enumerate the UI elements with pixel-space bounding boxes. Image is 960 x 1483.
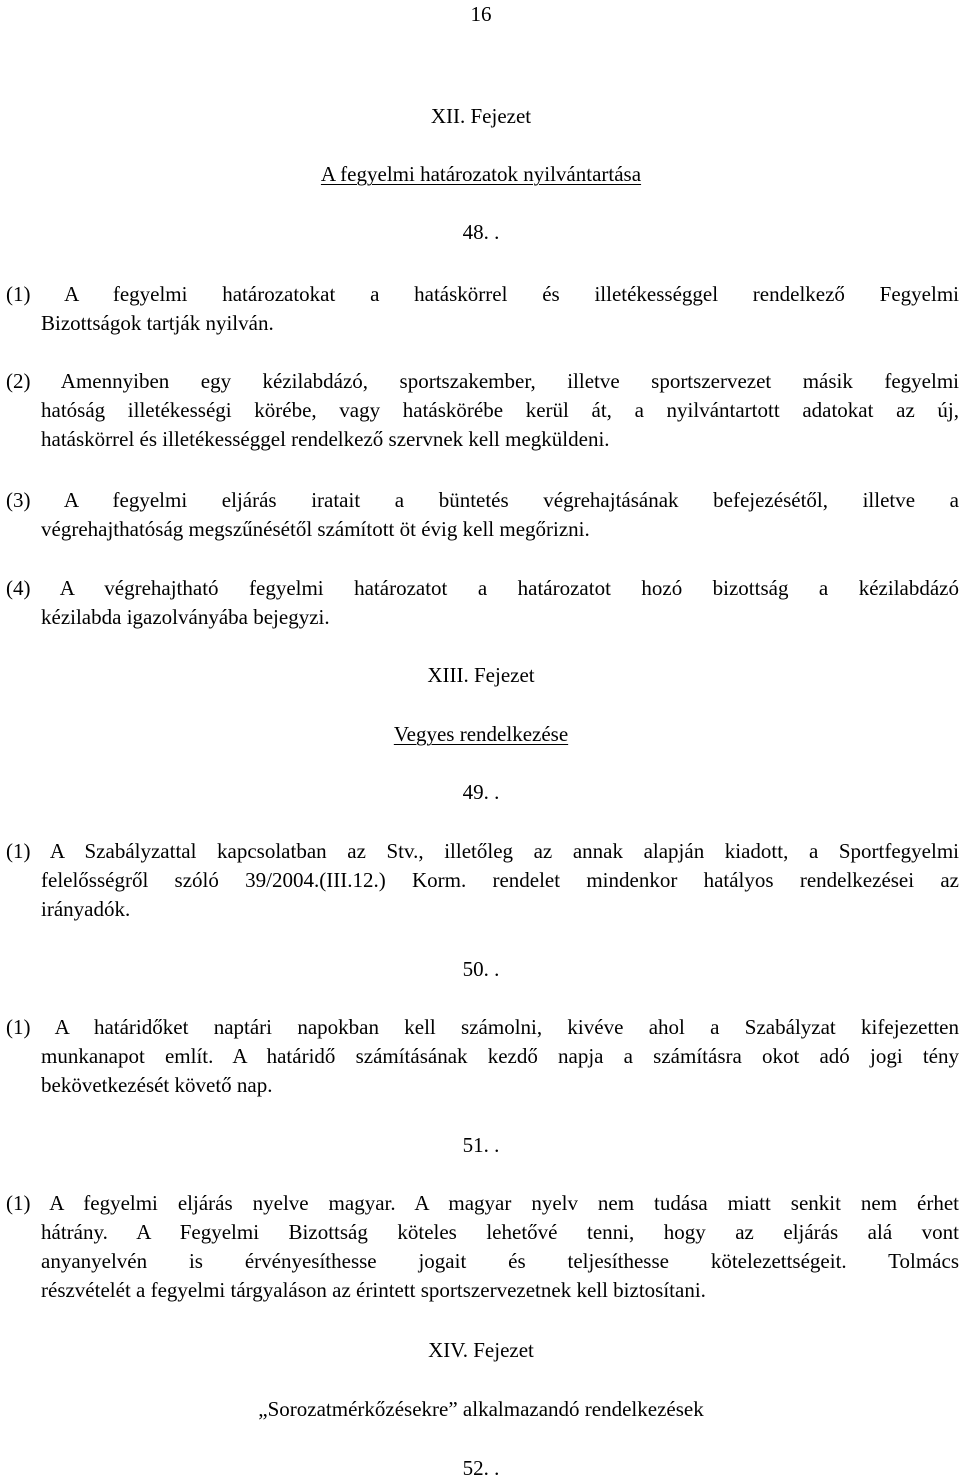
section-48-paragraph-1 bbox=[6, 280, 959, 338]
chapter-12-title: A fegyelmi határozatok nyilvántartása bbox=[320, 162, 642, 186]
chapter-13-heading: XIII. Fejezet bbox=[427, 663, 535, 687]
section-50-paragraph-1 bbox=[6, 1013, 959, 1100]
paragraph-line: (2) Amennyiben egy kézilabdázó, sportszakember, illetve sportszervezet másik fegyelmi bbox=[6, 369, 959, 393]
section-48-paragraph-4 bbox=[6, 574, 959, 632]
paragraph-line: (3) A fegyelmi eljárás iratait a büntetés végrehajtásának befejezésétől, illetve a bbox=[6, 488, 959, 512]
section-49-paragraph-1 bbox=[6, 837, 959, 924]
paragraph-line: hatóság illetékességi körébe, vagy hatáskörébe kerül át, a nyilvántartott adatokat az új, bbox=[41, 398, 959, 422]
section-51-number: 51. . bbox=[462, 1133, 500, 1157]
chapter-12-heading: XII. Fejezet bbox=[430, 104, 532, 128]
chapter-14-heading: XIV. Fejezet bbox=[428, 1338, 534, 1362]
paragraph-line: részvételét a fegyelmi tárgyaláson az érintett sportszervezetnek kell biztosítani. bbox=[41, 1278, 706, 1302]
paragraph-line: végrehajthatóság megszűnésétől számított öt évig kell megőrizni. bbox=[41, 517, 590, 541]
section-48-paragraph-3 bbox=[6, 486, 959, 544]
page-number: 16 bbox=[470, 2, 492, 26]
chapter-14-title: „Sorozatmérkőzésekre” alkalmazandó rendelkezések bbox=[258, 1397, 704, 1421]
paragraph-line: hatáskörrel és illetékességgel rendelkező szervnek kell megküldeni. bbox=[41, 427, 610, 451]
section-51-paragraph-1 bbox=[6, 1189, 959, 1305]
paragraph-line: felelősségről szóló 39/2004.(III.12.) Korm. rendelet mindenkor hatályos rendelkezései az bbox=[41, 868, 959, 892]
chapter-13-title: Vegyes rendelkezése bbox=[393, 722, 569, 746]
paragraph-line: irányadók. bbox=[41, 897, 131, 921]
section-48-paragraph-2 bbox=[6, 367, 959, 454]
paragraph-line: (1) A fegyelmi határozatokat a hatáskörrel és illetékességgel rendelkező Fegyelmi bbox=[6, 282, 959, 306]
paragraph-line: (4) A végrehajtható fegyelmi határozatot a határozatot hozó bizottság a kézilabdázó bbox=[6, 576, 959, 600]
section-52-number: 52. . bbox=[462, 1456, 500, 1480]
paragraph-line: kézilabda igazolványába bejegyzi. bbox=[41, 605, 330, 629]
paragraph-line: munkanapot említ. A határidő számításának kezdő napja a számításra okot adó jogi tény bbox=[41, 1044, 959, 1068]
paragraph-line: (1) A fegyelmi eljárás nyelve magyar. A magyar nyelv nem tudása miatt senkit nem érhet bbox=[6, 1191, 959, 1215]
section-48-number: 48. . bbox=[462, 220, 500, 244]
paragraph-line: anyanyelvén is érvényesíthesse jogait és teljesíthesse kötelezettségeit. Tolmács bbox=[41, 1249, 959, 1273]
paragraph-line: Bizottságok tartják nyilván. bbox=[41, 311, 274, 335]
paragraph-line: (1) A határidőket naptári napokban kell számolni, kivéve ahol a Szabályzat kifejezetten bbox=[6, 1015, 959, 1039]
section-49-number: 49. . bbox=[462, 780, 500, 804]
paragraph-line: bekövetkezését követő nap. bbox=[41, 1073, 273, 1097]
paragraph-line: hátrány. A Fegyelmi Bizottság köteles lehetővé tenni, hogy az eljárás alá vont bbox=[41, 1220, 959, 1244]
paragraph-line: (1) A Szabályzattal kapcsolatban az Stv., illetőleg az annak alapján kiadott, a Sportfegyelmi bbox=[6, 839, 959, 863]
section-50-number: 50. . bbox=[462, 957, 500, 981]
